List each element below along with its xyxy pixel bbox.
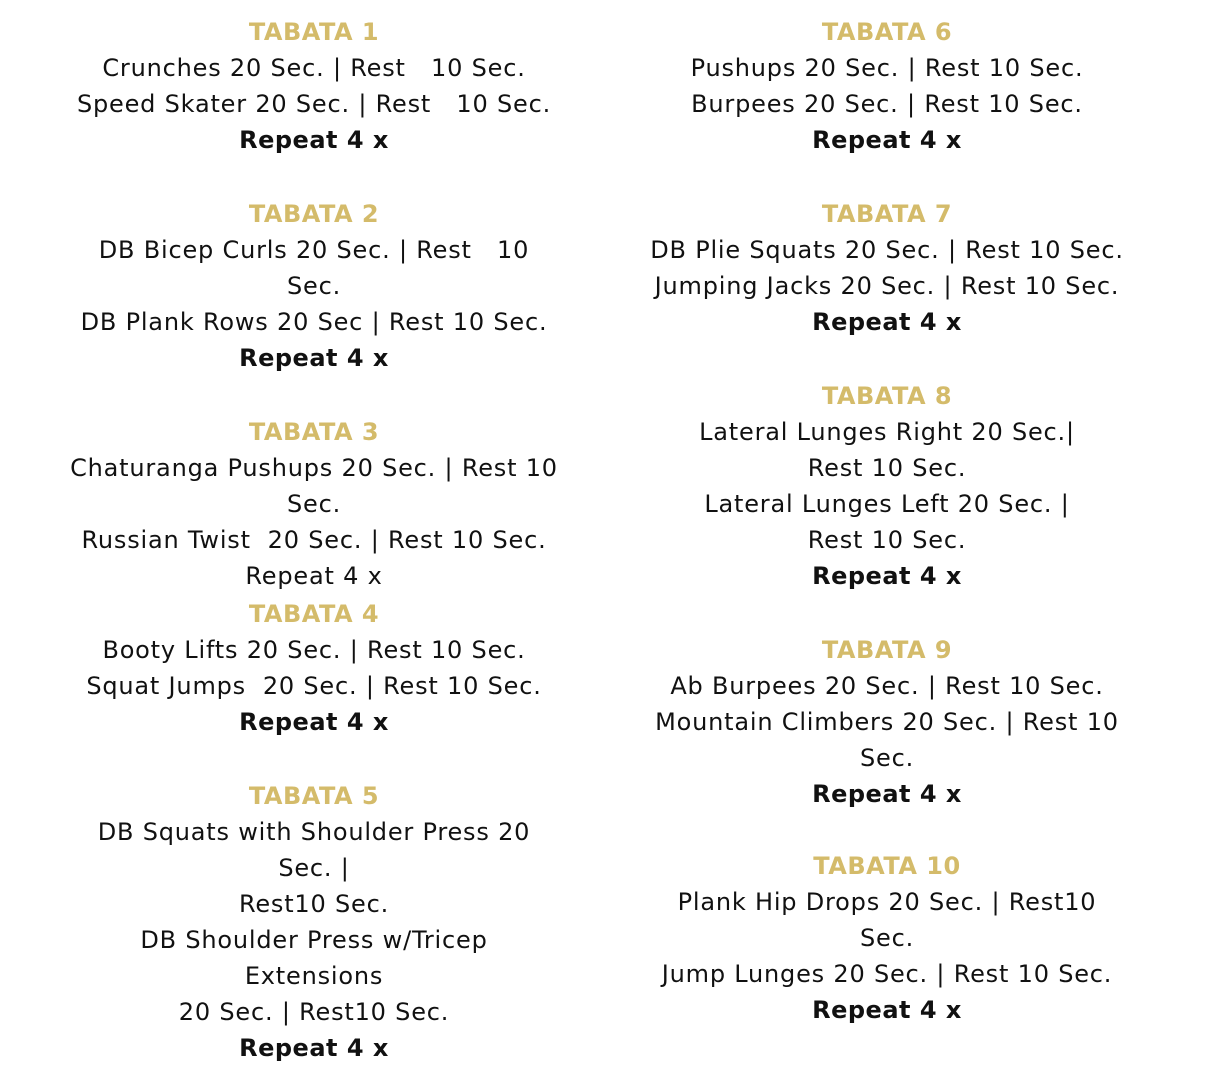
exercise-line: Squat Jumps 20 Sec. | Rest 10 Sec. (86, 672, 542, 700)
exercise-line: Booty Lifts 20 Sec. | Rest 10 Sec. (102, 636, 526, 664)
tabata-block (70, 14, 558, 158)
exercise-line: Mountain Climbers 20 Sec. | Rest 10 (655, 708, 1119, 736)
exercise-line: Rest 10 Sec. (807, 454, 967, 482)
repeat-label: Repeat 4 x (812, 780, 962, 808)
exercise-line: Plank Hip Drops 20 Sec. | Rest10 Sec. (677, 888, 1105, 952)
exercise-line: Burpees 20 Sec. | Rest 10 Sec. (691, 90, 1083, 118)
repeat-label: Repeat 4 x (239, 708, 389, 736)
repeat-label: Repeat 4 x (239, 1034, 389, 1062)
tabata-block (648, 378, 1126, 594)
tabata-block (70, 196, 558, 376)
exercise-line: Ab Burpees 20 Sec. | Rest 10 Sec. (670, 672, 1104, 700)
exercise-line: DB Bicep Curls 20 Sec. | Rest 10 Sec. (98, 236, 538, 300)
repeat-label: Repeat 4 x (239, 126, 389, 154)
repeat-label: Repeat 4 x (812, 126, 962, 154)
exercise-line: Russian Twist 20 Sec. | Rest 10 Sec. (81, 526, 547, 554)
exercise-line: Chaturanga Pushups 20 Sec. | Rest 10 (70, 454, 558, 482)
tabata-block (70, 596, 558, 740)
tabata-title: TABATA 2 (248, 200, 380, 228)
tabata-title: TABATA 5 (248, 782, 380, 810)
exercise-line: Lateral Lunges Left 20 Sec. | (704, 490, 1070, 518)
exercise-line: Jumping Jacks 20 Sec. | Rest 10 Sec. (654, 272, 1120, 300)
tabata-title: TABATA 7 (821, 200, 953, 228)
repeat-label: Repeat 4 x (239, 344, 389, 372)
exercise-line: Crunches 20 Sec. | Rest 10 Sec. (102, 54, 526, 82)
exercise-line: Pushups 20 Sec. | Rest 10 Sec. (690, 54, 1084, 82)
tabata-title: TABATA 8 (821, 382, 953, 410)
exercise-line: DB Plie Squats 20 Sec. | Rest 10 Sec. (650, 236, 1124, 264)
exercise-line: Sec. (286, 490, 342, 518)
exercise-line: Rest 10 Sec. (807, 526, 967, 554)
tabata-title: TABATA 9 (821, 636, 953, 664)
exercise-line: Speed Skater 20 Sec. | Rest 10 Sec. (76, 90, 552, 118)
exercise-line: 20 Sec. | Rest10 Sec. (178, 998, 450, 1026)
tabata-title: TABATA 1 (248, 18, 380, 46)
tabata-title: TABATA 10 (813, 852, 961, 880)
tabata-block (648, 632, 1126, 812)
tabata-block (648, 196, 1126, 340)
repeat-label: Repeat 4 x (812, 996, 962, 1024)
exercise-line: Rest10 Sec. (238, 890, 390, 918)
exercise-line: DB Plank Rows 20 Sec | Rest 10 Sec. (80, 308, 548, 336)
exercise-line: DB Shoulder Press w/Tricep Extensions (140, 926, 497, 990)
tabata-title: TABATA 3 (248, 418, 380, 446)
tabata-block (70, 414, 558, 594)
tabata-block (648, 848, 1126, 1028)
repeat-label: Repeat 4 x (812, 562, 962, 590)
tabata-title: TABATA 4 (248, 600, 380, 628)
exercise-line: DB Squats with Shoulder Press 20 Sec. | (97, 818, 539, 882)
exercise-line: Lateral Lunges Right 20 Sec.| (699, 418, 1075, 446)
exercise-line: Jump Lunges 20 Sec. | Rest 10 Sec. (661, 960, 1113, 988)
tabata-block (70, 778, 558, 1066)
right-column (648, 14, 1126, 1028)
repeat-label: Repeat 4 x (245, 562, 383, 590)
repeat-label: Repeat 4 x (812, 308, 962, 336)
tabata-block (648, 14, 1126, 158)
tabata-title: TABATA 6 (821, 18, 953, 46)
exercise-line: Sec. (859, 744, 915, 772)
left-column (70, 14, 558, 1066)
